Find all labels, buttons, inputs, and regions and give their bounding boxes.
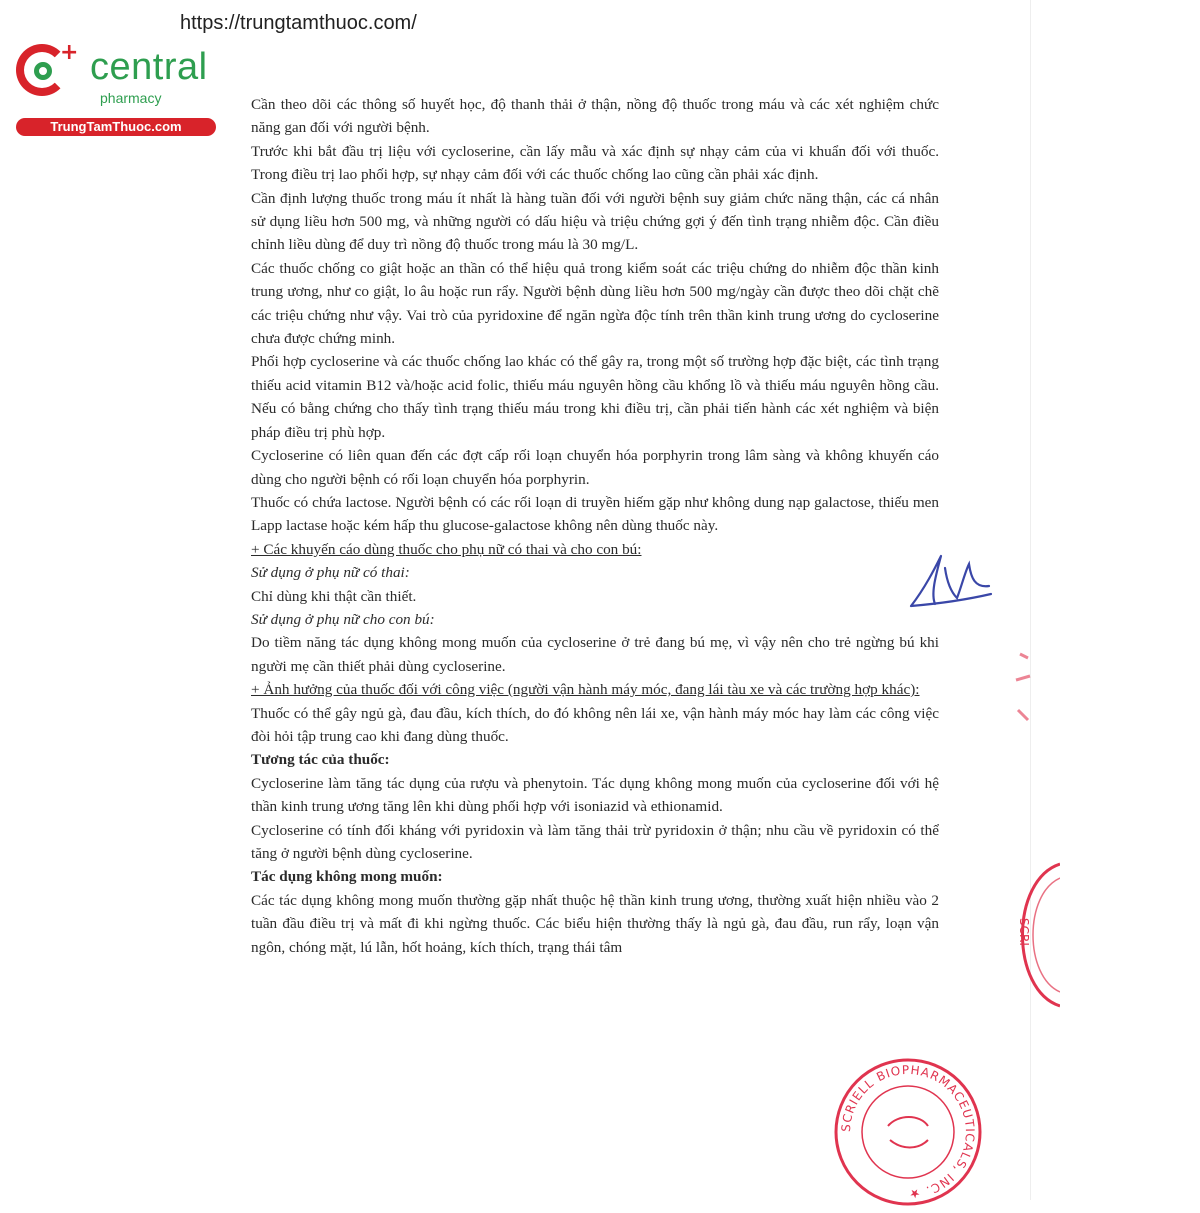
paragraph: Các tác dụng không mong muốn thường gặp nhất thuộc hệ thần kinh trung ương, thường xuất hiện nhiều vào 2 tuần đầu điều trị và mất đi khi ngừng thuốc. Các biểu hiện thường thấy là ngủ gà, đau đầu, run rẩy, loạn vận ngôn, chóng mặt, lú lẫn, hốt hoảng, kích thích, trạng thái tâm xyxy=(251,891,939,956)
central-pharmacy-logo xyxy=(8,38,218,138)
logo-cross-icon: + xyxy=(60,40,79,65)
paragraph: Do tiềm năng tác dụng không mong muốn của cycloserine ở trẻ đang bú mẹ, vì vậy nên cho trẻ ngừng bú khi người mẹ cần thiết phải dùng cycloserine. xyxy=(251,634,939,675)
company-stamp-side xyxy=(1000,860,1060,1010)
paragraph: Cycloserine có tính đối kháng với pyridoxin và làm tăng thải trừ pyridoxin ở thận; nhu cầu về pyridoxin có thể tăng ở người bệnh dùng cycloserine. xyxy=(251,821,939,862)
paragraph: Thuốc có thể gây ngủ gà, đau đầu, kích thích, do đó không nên lái xe, vận hành máy móc hay làm các công việc đòi hỏi tập trung cao khi đang dùng thuốc. xyxy=(251,704,939,745)
paragraph: Trước khi bắt đầu trị liệu với cycloserine, cần lấy mẫu và xác định sự nhạy cảm của vi khuẩn đối với thuốc. Trong điều trị lao phối hợp, sự nhạy cảm đối với các thuốc chống lao cũng cần phải xác định. xyxy=(251,142,939,184)
paragraph: Chỉ dùng khi thật cần thiết. xyxy=(251,587,417,605)
svg-text:SCRIELL BIOPHARMACEUTICALS, IN xyxy=(839,1063,977,1201)
paragraph: Cycloserine có liên quan đến các đợt cấp rối loạn chuyển hóa porphyrin trong lâm sàng và không khuyến cáo dùng cho người bệnh có rối loạn chuyển hóa porphyrin. xyxy=(251,447,939,488)
company-stamp-round xyxy=(832,1056,984,1208)
stamp-side-text: SCRI xyxy=(1017,918,1031,946)
stamp-round-text: SCRIELL BIOPHARMACEUTICALS, INC. ★ xyxy=(838,1062,978,1202)
logo-brand: central xyxy=(90,46,208,88)
section-heading-interactions: Tương tác của thuốc: xyxy=(251,751,390,769)
paragraph: Cần định lượng thuốc trong máu ít nhất là hàng tuần đối với người bệnh suy giảm chức năng thận, các cá nhân sử dụng liều hơn 500 mg, và những người có dấu hiệu và triệu chứng gợi ý đến tình trạng nhiễm độc. Cần điều chỉnh liều dùng để duy trì nồng độ thuốc trong máu là 30 mg/L. xyxy=(251,189,939,254)
subheading-lactation: Sử dụng ở phụ nữ cho con bú: xyxy=(251,610,435,628)
paragraph: Các thuốc chống co giật hoặc an thần có thể hiệu quả trong kiểm soát các triệu chứng do nhiễm độc thần kinh trung ương, như co giật, lo âu hoặc run rẩy. Người bệnh dùng liều hơn 500 mg/ngày cần được theo dõi chặt chẽ các triệu chứng như vậy. Vai trò của pyridoxine để ngăn ngừa độc tính trên thần kinh trung ương do cycloserine chưa được chứng minh. xyxy=(251,259,939,348)
subheading-pregnancy: Sử dụng ở phụ nữ có thai: xyxy=(251,564,410,582)
signature-icon xyxy=(905,548,995,614)
section-heading-work: + Ảnh hưởng của thuốc đối với công việc (người vận hành máy móc, đang lái tàu xe và các trường hợp khác): xyxy=(251,681,920,699)
logo-banner: TrungTamThuoc.com xyxy=(16,118,216,136)
page-edge-line xyxy=(1030,0,1031,1200)
paragraph: Cần theo dõi các thông số huyết học, độ thanh thải ở thận, nồng độ thuốc trong máu và các xét nghiệm chức năng gan đối với người bệnh. xyxy=(251,96,939,137)
paragraph: Cycloserine làm tăng tác dụng của rượu và phenytoin. Tác dụng không mong muốn của cycloserine đối với hệ thần kinh trung ương tăng lên khi dùng phối hợp với isoniazid và ethionamid. xyxy=(251,774,939,816)
stamp-fragment-icon xyxy=(1010,650,1034,740)
logo-sub: pharmacy xyxy=(100,90,162,106)
section-heading-adverse: Tác dụng không mong muốn: xyxy=(251,868,443,886)
section-heading-pregnancy: + Các khuyến cáo dùng thuốc cho phụ nữ có thai và cho con bú: xyxy=(251,540,642,558)
document-body xyxy=(251,93,939,959)
url-text[interactable]: https://trungtamthuoc.com/ xyxy=(180,12,417,34)
paragraph: Phối hợp cycloserine và các thuốc chống lao khác có thể gây ra, trong một số trường hợp đặc biệt, các tình trạng thiếu acid vitamin B12 và/hoặc acid folic, thiếu máu nguyên hồng cầu khổng lồ và thiếu máu nguyên hồng cầu. Nếu có bằng chứng cho thấy tình trạng thiếu máu trong khi điều trị, cần phải tiến hành các xét nghiệm và biện pháp điều trị phù hợp. xyxy=(251,353,939,441)
logo-inner-ring-icon xyxy=(34,62,52,80)
paragraph: Thuốc có chứa lactose. Người bệnh có các rối loạn di truyền hiếm gặp như không dung nạp galactose, thiếu men Lapp lactase hoặc kém hấp thu glucose-galactose không nên dùng thuốc này. xyxy=(251,493,939,535)
